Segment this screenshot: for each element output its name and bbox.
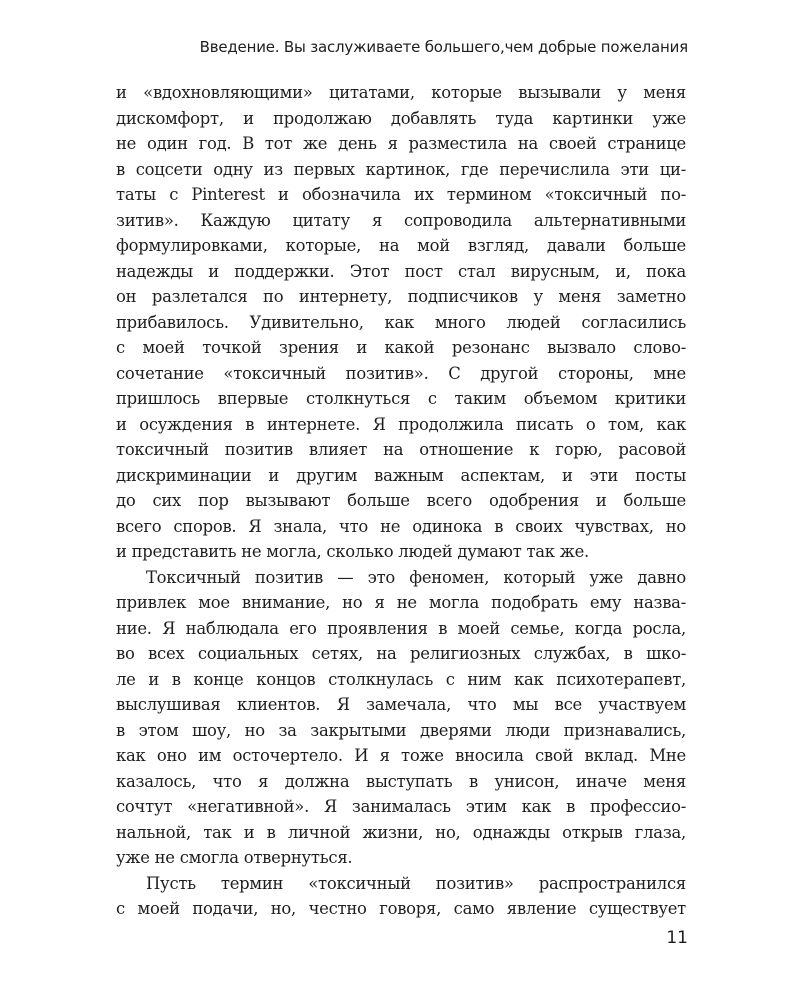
- text-line: в соцсети одну из первых картинок, где перечислила эти ци-: [116, 159, 686, 179]
- text-line: всего споров. Я знала, что не одинока в своих чувствах, но: [116, 516, 686, 536]
- text-line: казалось, что я должна выступать в унисон, иначе меня: [116, 771, 686, 791]
- body-text: [116, 80, 686, 922]
- text-line: уже не смогла отвернуться.: [116, 848, 353, 867]
- text-line: и осуждения в интернете. Я продолжила писать о том, как: [116, 414, 686, 434]
- text-line: ле и в конце концов столкнулась с ним как психотерапевт,: [116, 669, 686, 689]
- text-line: пришлось впервые столкнуться с таким объемом критики: [116, 389, 686, 408]
- text-line: прибавилось. Удивительно, как много людей согласились: [116, 312, 686, 332]
- text-line: сочтут «негативной». Я занималась этим как в профессио-: [116, 797, 686, 816]
- page-number: 11: [666, 928, 688, 948]
- text-line: он разлетался по интернету, подписчиков у меня заметно: [116, 287, 686, 306]
- text-line: дискриминации и другим важным аспектам, и эти посты: [116, 465, 686, 485]
- text-line: выслушивая клиентов. Я замечала, что мы все участвуем: [116, 695, 686, 714]
- paragraph-first-line: Пусть термин «токсичный позитив» распространился: [146, 873, 686, 893]
- text-line: и представить не могла, сколько людей думают так же.: [116, 542, 590, 561]
- text-line: формулировками, которые, на мой взгляд, давали больше: [116, 236, 686, 255]
- text-line: до сих пор вызывают больше всего одобрения и больше: [116, 491, 686, 510]
- text-line: не один год. В тот же день я разместила на своей странице: [116, 134, 686, 153]
- text-line: зитив». Каждую цитату я сопроводила альтернативными: [116, 210, 686, 230]
- text-line: сочетание «токсичный позитив». С другой стороны, мне: [116, 363, 686, 383]
- text-line: ние. Я наблюдала его проявления в моей семье, когда росла,: [116, 618, 686, 638]
- text-line: таты с Pinterest и обозначила их термином «токсичный по-: [116, 185, 686, 204]
- text-line: надежды и поддержки. Этот пост стал вирусным, и, пока: [116, 261, 686, 281]
- paragraph-first-line: Токсичный позитив — это феномен, который уже давно: [146, 567, 686, 587]
- text-line: во всех социальных сетях, на религиозных службах, в шко-: [116, 644, 686, 663]
- text-line: нальной, так и в личной жизни, но, однажды открыв глаза,: [116, 822, 686, 842]
- running-head: Введение. Вы заслуживаете большего,чем добрые пожелания: [199, 38, 688, 56]
- text-line: с моей подачи, но, честно говоря, само явление существует: [116, 899, 686, 918]
- text-line: в этом шоу, но за закрытыми дверями люди признавались,: [116, 720, 686, 740]
- text-line: как оно им осточертело. И я тоже вносила свой вклад. Мне: [116, 746, 686, 765]
- text-line: дискомфорт, и продолжаю добавлять туда картинки уже: [116, 108, 686, 128]
- text-line: с моей точкой зрения и какой резонанс вызвало слово-: [116, 338, 686, 357]
- text-line: привлек мое внимание, но я не могла подобрать ему назва-: [116, 593, 686, 612]
- text-line: токсичный позитив влияет на отношение к горю, расовой: [116, 440, 686, 459]
- text-line: и «вдохновляющими» цитатами, которые вызывали у меня: [116, 83, 686, 102]
